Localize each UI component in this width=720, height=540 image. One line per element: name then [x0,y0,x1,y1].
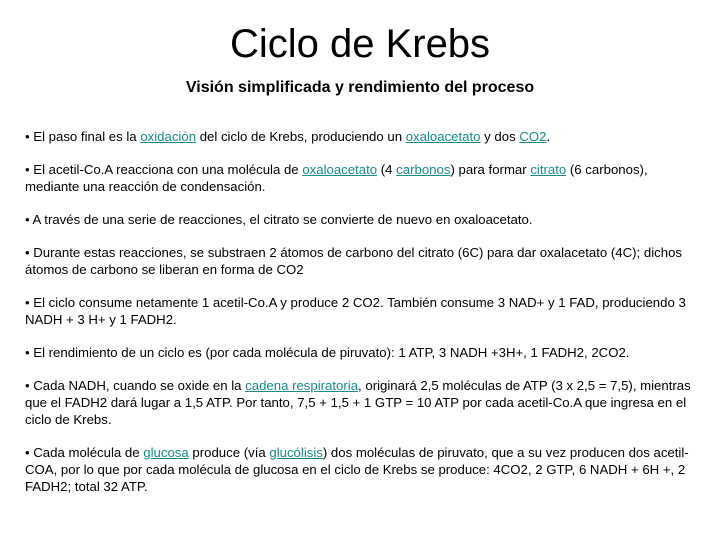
slide-subtitle: Visión simplificada y rendimiento del proceso [185,79,535,96]
bullet-text: ) para formar [450,162,531,177]
bullet-text: y dos [480,129,520,144]
bullet-item [25,344,695,361]
term-link[interactable]: glucólisis [269,445,323,460]
bullet-text: , originará 2,5 moléculas de ATP (3 x 2,5 = 7,5), mientras que el FADH2 dará lugar a 1,5 ATP. Por tanto, 7,5 + 1,5 + 1 GTP = 10 ATP por cada acetil-Co.A que ingresa en el ciclo de Krebs. [25,378,691,427]
bullet-text: produce (vía [188,445,270,460]
bullet-item [25,444,695,495]
bullet-text: (4 [377,162,397,177]
bullet-item [25,161,695,195]
term-link[interactable]: cadena respiratoria [245,378,359,393]
term-link[interactable]: oxaloacetato [302,162,378,177]
term-link[interactable]: citrato [530,162,567,177]
bullet-list [25,128,695,511]
bullet-item [25,128,695,145]
bullet-text: • Cada NADH, cuando se oxide en la [25,378,246,393]
bullet-text: (6 carbonos), mediante una reacción de condensación. [25,162,648,194]
bullet-text: • El acetil-Co.A reacciona con una molécula de [25,162,303,177]
bullet-text: ) dos moléculas de piruvato, que a su vez producen dos acetil-COA, por lo que por cada molécula de glucosa en el ciclo de Krebs se produce: 4CO2, 2 GTP, 6 NADH + 6H +, 2 FADH2; total 32 ATP. [25,445,689,494]
bullet-item [25,294,695,328]
bullet-text: • Cada molécula de [25,445,144,460]
term-link[interactable]: oxaloacetato [405,129,481,144]
bullet-text: • El ciclo consume netamente 1 acetil-Co.A y produce 2 CO2. También consume 3 NAD+ y 1 FAD, produciendo 3 NADH + 3 H+ y 1 FADH2. [25,295,686,327]
bullet-text: . [546,129,551,144]
bullet-text: del ciclo de Krebs, produciendo un [196,129,406,144]
bullet-text: • A través de una serie de reacciones, el citrato se convierte de nuevo en oxaloacetato. [25,212,533,227]
term-link[interactable]: CO2 [519,129,547,144]
bullet-text: • Durante estas reacciones, se substraen 2 átomos de carbono del citrato (6C) para dar oxalacetato (4C); dichos átomos de carbono se liberan en forma de CO2 [25,245,683,277]
bullet-item [25,377,695,428]
term-link[interactable]: glucosa [143,445,189,460]
bullet-text: • El paso final es la [25,129,141,144]
term-link[interactable]: oxidación [140,129,197,144]
bullet-item [25,211,695,228]
bullet-text: • El rendimiento de un ciclo es (por cada molécula de piruvato): 1 ATP, 3 NADH +3H+, 1 FADH2, 2CO2. [25,345,630,360]
term-link[interactable]: carbonos [396,162,451,177]
slide-title: Ciclo de Krebs [229,22,491,66]
bullet-item [25,244,695,278]
